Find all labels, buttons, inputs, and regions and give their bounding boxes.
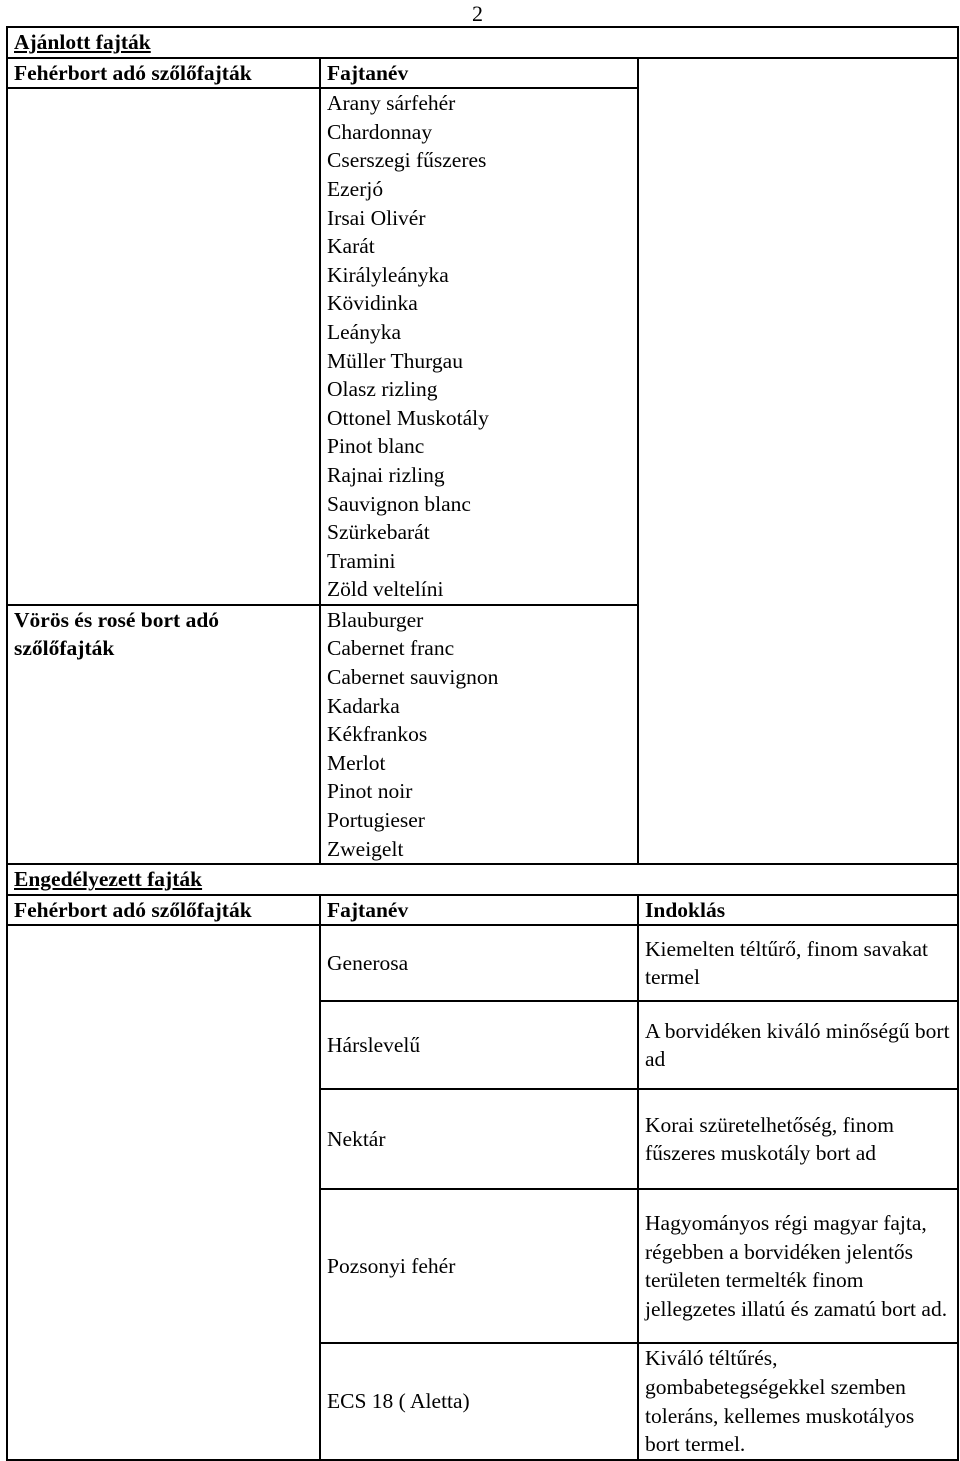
list-item: Kadarka xyxy=(327,693,400,718)
list-item: Blauburger xyxy=(327,607,424,632)
list-item: Zöld veltelíni xyxy=(327,577,444,602)
list-item: Ottonel Muskotály xyxy=(327,405,489,430)
list-item: Tramini xyxy=(327,548,396,573)
list-item: Karát xyxy=(327,234,375,259)
list-item: Portugieser xyxy=(327,808,425,833)
list-item: Chardonnay xyxy=(327,119,433,144)
permitted-variety-header: Fajtanév xyxy=(320,895,638,926)
variety-reason: Korai szüretelhetőség, finom fűszeres muskotály bort ad xyxy=(638,1089,958,1189)
variety-name: Hárslevelű xyxy=(320,1001,638,1089)
list-item: Zweigelt xyxy=(327,836,404,861)
wine-varieties-table xyxy=(6,26,959,1461)
list-item: Cserszegi fűszeres xyxy=(327,148,487,173)
white-variety-list xyxy=(320,88,638,605)
list-item: Királyleányka xyxy=(327,262,449,287)
variety-reason: Hagyományos régi magyar fajta, régebben a borvidéken jelentős területen termelték finom jellegzetes illatú és zamatú bort ad. xyxy=(638,1189,958,1343)
list-item: Müller Thurgau xyxy=(327,348,463,373)
list-item: Sauvignon blanc xyxy=(327,491,471,516)
variety-name: Generosa xyxy=(320,925,638,1001)
recommended-white-label: Fehérbort adó szőlőfajták xyxy=(7,58,320,89)
list-item: Olasz rizling xyxy=(327,377,438,402)
permitted-reason-header: Indoklás xyxy=(638,895,958,926)
list-item: Cabernet franc xyxy=(327,636,455,661)
recommended-heading: Ajánlott fajták xyxy=(7,27,958,58)
list-item: Merlot xyxy=(327,750,386,775)
list-item: Rajnai rizling xyxy=(327,462,445,487)
recommended-variety-header: Fajtanév xyxy=(320,58,638,89)
list-item: Szürkebarát xyxy=(327,520,430,545)
empty-cell xyxy=(7,925,320,1459)
table-row xyxy=(7,925,958,1001)
red-variety-list xyxy=(320,605,638,864)
list-item: Kövidinka xyxy=(327,291,418,316)
permitted-heading-row xyxy=(7,864,958,895)
list-item: Pinot noir xyxy=(327,779,413,804)
empty-cell xyxy=(7,88,320,605)
recommended-red-label: Vörös és rosé bort adó szőlőfajták xyxy=(7,605,320,864)
list-item: Leányka xyxy=(327,319,402,344)
variety-name: Nektár xyxy=(320,1089,638,1189)
list-item: Pinot blanc xyxy=(327,434,425,459)
recommended-heading-row xyxy=(7,27,958,58)
list-item: Kékfrankos xyxy=(327,722,428,747)
list-item: Irsai Olivér xyxy=(327,205,426,230)
list-item: Arany sárfehér xyxy=(327,91,456,116)
variety-name: Pozsonyi fehér xyxy=(320,1189,638,1343)
variety-reason: Kiemelten téltűrő, finom savakat termel xyxy=(638,925,958,1001)
empty-cell xyxy=(638,58,958,865)
permitted-heading: Engedélyezett fajták xyxy=(7,864,958,895)
variety-reason: A borvidéken kiváló minőségű bort ad xyxy=(638,1001,958,1089)
variety-name: ECS 18 ( Aletta) xyxy=(320,1343,638,1459)
page-number: 2 xyxy=(472,1,483,26)
recommended-header-row xyxy=(7,58,958,89)
permitted-header-row xyxy=(7,895,958,926)
list-item: Ezerjó xyxy=(327,176,384,201)
list-item: Cabernet sauvignon xyxy=(327,665,499,690)
variety-reason: Kiváló téltűrés, gombabetegségekkel szemben toleráns, kellemes muskotályos bort termel. xyxy=(638,1343,958,1459)
permitted-white-label: Fehérbort adó szőlőfajták xyxy=(7,895,320,926)
